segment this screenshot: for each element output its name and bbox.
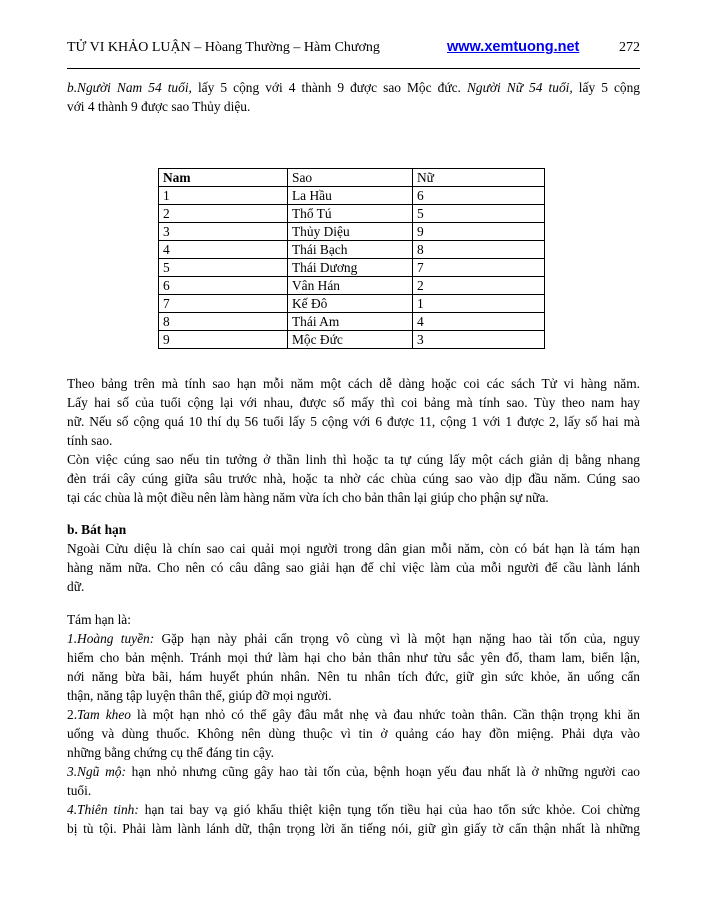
star-table [158, 168, 545, 349]
intro-text-1: lấy 5 cộng với 4 thành 9 được sao Mộc đức. [191, 80, 467, 95]
item-1-text: Gặp hạn này phải cẩn trọng vô cùng vì là một hạn nặng hao tài tốn của, nguy [154, 631, 640, 646]
header-sao: Sao [288, 169, 413, 187]
text-line: Ngoài Cửu diệu là chín sao cai quải mọi người trong dân gian mỗi năm, còn có bát hạn là tám hạn [67, 541, 640, 556]
cell-nu: 2 [413, 277, 545, 295]
cell-sao: Thái Am [288, 313, 413, 331]
item-4-first-line [67, 800, 640, 819]
text-line: Lấy hai số của tuổi cộng lại với nhau, được số mấy thì coi bảng mà tính sao. Tùy theo nam hay [67, 395, 640, 410]
text-line: hiểm cho bản mệnh. Tránh mọi thứ làm hại cho bản thân như tửu sắc yên đổ, tham lam, biển lận, [67, 650, 640, 665]
paragraph-theo-bang [67, 374, 640, 507]
page-header [67, 40, 640, 60]
cell-nam: 5 [159, 259, 288, 277]
cell-nam: 3 [159, 223, 288, 241]
cell-sao: Thái Dương [288, 259, 413, 277]
table-row [159, 223, 545, 241]
text-line: nới năng bừa bãi, hám huyết phún nhân. Nên tu nhân tích đức, giữ gìn sức khỏe, ăn uống cẩn [67, 669, 640, 684]
item-2-number: 2. [67, 707, 78, 722]
cell-nu: 3 [413, 331, 545, 349]
item-3-text: hạn nhỏ nhưng cũng gây hao tài tốn của, bệnh hoạn yếu đau nhất là ở những người cao [125, 764, 640, 779]
text-line: đèn trái cây cúng giữa sâu trước nhà, hoặc ta nhờ các chùa cúng sao vào dịp đầu năm. Cúng sao [67, 471, 640, 486]
text-line: bị tù tội. Phải làm lành lánh dữ, thận trọng lời ăn tiếng nói, giữ gìn giấy tờ cẩn thận nhất là những [67, 821, 640, 836]
intro-italic-2: Người Nữ 54 tuổi, [466, 80, 573, 95]
intro-paragraph [67, 78, 640, 116]
table-row [159, 241, 545, 259]
item-3-label: 3.Ngũ mộ: [67, 764, 126, 779]
header-rule [67, 68, 640, 69]
item-4-label: 4.Thiên tinh: [67, 802, 139, 817]
website-link[interactable]: www.xemtuong.net [447, 39, 580, 55]
intro-line-1 [67, 78, 640, 97]
header-nam: Nam [159, 169, 288, 187]
cell-nu: 9 [413, 223, 545, 241]
text-line: thận, năng tập luyện thân thể, giúp đỡ mọi người. [67, 688, 332, 703]
cell-nu: 5 [413, 205, 545, 223]
table-row [159, 295, 545, 313]
cell-nu: 8 [413, 241, 545, 259]
intro-italic-1: b.Người Nam 54 tuổi, [67, 80, 192, 95]
cell-sao: Mộc Đức [288, 331, 413, 349]
item-2-text: là một hạn nhỏ có thể gây đâu mắt nhẹ và đau nhức toàn thân. Cần thận trọng khi ăn [130, 707, 640, 722]
item-3-first-line [67, 762, 640, 781]
cell-nu: 7 [413, 259, 545, 277]
cell-sao: Vân Hán [288, 277, 413, 295]
text-line: nữ. Nếu số cộng quá 10 thí dụ 56 tuổi lấy 5 cộng với 6 được 11, cộng 1 với 1 được 2, lấy số hai mà [67, 414, 640, 429]
cell-nam: 6 [159, 277, 288, 295]
cell-nam: 1 [159, 187, 288, 205]
text-line: tại các chùa là một điều nên làm hàng năm vừa ích cho bản thân lại giúp cho phận sự nữa. [67, 490, 549, 505]
cell-nam: 4 [159, 241, 288, 259]
table-row [159, 313, 545, 331]
cell-sao: La Hầu [288, 187, 413, 205]
cell-sao: Thủy Diệu [288, 223, 413, 241]
cell-nu: 4 [413, 313, 545, 331]
cell-sao: Thái Bạch [288, 241, 413, 259]
table-row [159, 331, 545, 349]
item-2-first-line [67, 705, 640, 724]
tam-han-intro: Tám hạn là: [67, 612, 131, 627]
item-1-label: 1.Hoàng tuyền: [67, 631, 155, 646]
table-row [159, 187, 545, 205]
table-row [159, 205, 545, 223]
running-title: TỬ VI KHẢO LUẬN – Hòang Thường – Hàm Chương [67, 40, 380, 55]
text-line: dữ. [67, 579, 85, 594]
item-2-label: Tam kheo [77, 707, 131, 722]
table-row [159, 277, 545, 295]
tam-han-list [67, 610, 640, 838]
text-line: hàng năm nữa. Cho nên có câu dâng sao giải hạn để chỉ việc làm của mỗi người để cầu lành lánh [67, 560, 640, 575]
table-row [159, 259, 545, 277]
cell-nam: 9 [159, 331, 288, 349]
text-line: uống và dùng thuốc. Không nên dùng thuộc vì tin ở quảng cáo hay đồn miệng. Phải dựa vào [67, 726, 640, 741]
cell-nam: 2 [159, 205, 288, 223]
intro-text-2: lấy 5 cộng [572, 80, 640, 95]
item-1-first-line [67, 629, 640, 648]
cell-nam: 7 [159, 295, 288, 313]
text-line: những bằng chứng cụ thể đáng tin cậy. [67, 745, 275, 760]
cell-nam: 8 [159, 313, 288, 331]
text-line: Còn việc cúng sao nếu tin tưởng ở thần linh thì hoặc ta tự cúng lấy một cách giản dị bằng nhang [67, 452, 640, 467]
text-line: tính sao. [67, 433, 113, 448]
page-number: 272 [619, 40, 640, 55]
section-bat-han [67, 520, 640, 596]
cell-nu: 1 [413, 295, 545, 313]
item-4-text: hạn tai bay vạ gió khẩu thiệt kiện tụng tốn tiều hại của hao tổn sức khỏe. Coi chừng [138, 802, 640, 817]
table-header-row [159, 169, 545, 187]
text-line: tuổi. [67, 783, 92, 798]
section-heading: b. Bát hạn [67, 522, 127, 537]
cell-nu: 6 [413, 187, 545, 205]
intro-line-2: với 4 thành 9 được sao Thủy diệu. [67, 99, 251, 114]
text-line: Theo bảng trên mà tính sao hạn mỗi năm một cách dễ dàng hoặc coi các sách Tử vi hàng năm. [67, 376, 640, 391]
header-nu: Nữ [413, 169, 545, 187]
cell-sao: Thổ Tú [288, 205, 413, 223]
cell-sao: Kế Đô [288, 295, 413, 313]
